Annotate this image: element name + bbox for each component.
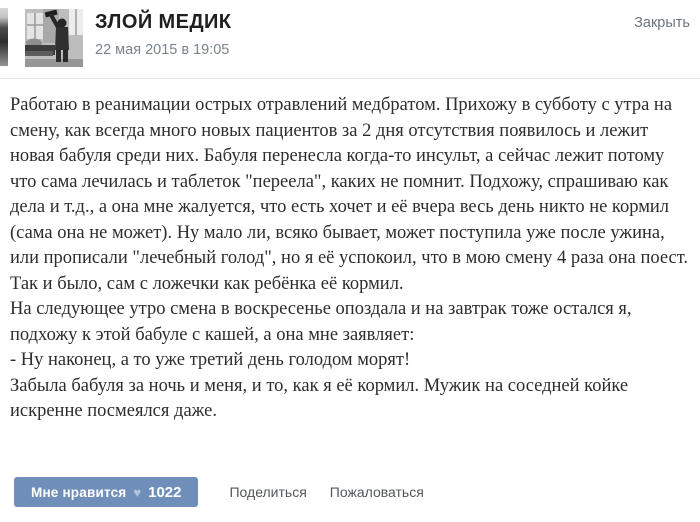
- like-count: 1022: [148, 483, 182, 501]
- like-button[interactable]: [14, 477, 198, 507]
- post-paragraph: Забыла бабуля за ночь и меня, и то, как я её кормил. Мужик на соседней койке искренне посмеялся даже.: [10, 375, 629, 421]
- report-link[interactable]: Пожаловаться: [329, 484, 424, 500]
- like-label: Мне нравится: [31, 484, 127, 500]
- heart-icon: ♥: [133, 484, 142, 500]
- background-photo-sliver: [0, 8, 8, 66]
- community-avatar[interactable]: [25, 9, 83, 67]
- post-text: [0, 79, 700, 425]
- close-button[interactable]: Закрыть: [634, 15, 690, 31]
- community-name[interactable]: ЗЛОЙ МЕДИК: [95, 11, 232, 33]
- post-paragraph: - Ну наконец, а то уже третий день голодом морят!: [10, 350, 411, 370]
- post-actions: [14, 477, 424, 507]
- angry-medic-avatar-image: [25, 9, 83, 67]
- post-paragraph: Работаю в реанимации острых отравлений медбратом. Прихожу в субботу с утра на смену, как всегда много новых пациентов за 2 дня отсутствия появилось и лежит новая бабуля среди них. Бабуля перенесла когда-то инсульт, а сейчас лежит потому что сама лечилась и таблеток "переела", каких не помнит. Подхожу, спрашиваю как дела и т.д., а она мне жалуется, что есть хочет и её вчера весь день никто не кормил (сама она не может). Ну мало ли, всяко бывает, может поступила уже после ужина, или прописали "лечебный голод", но я её успокоил, что в мою смену 4 раза она поест. Так и было, сам с ложечки как ребёнка её кормил.: [10, 95, 689, 294]
- post-header: [0, 0, 700, 79]
- post-date[interactable]: 22 мая 2015 в 19:05: [95, 42, 230, 58]
- share-link[interactable]: Поделиться: [229, 484, 307, 500]
- post-paragraph: На следующее утро смена в воскресенье опоздала и на завтрак тоже остался я, подхожу к этой бабуле с кашей, а она мне заявляет:: [10, 299, 632, 345]
